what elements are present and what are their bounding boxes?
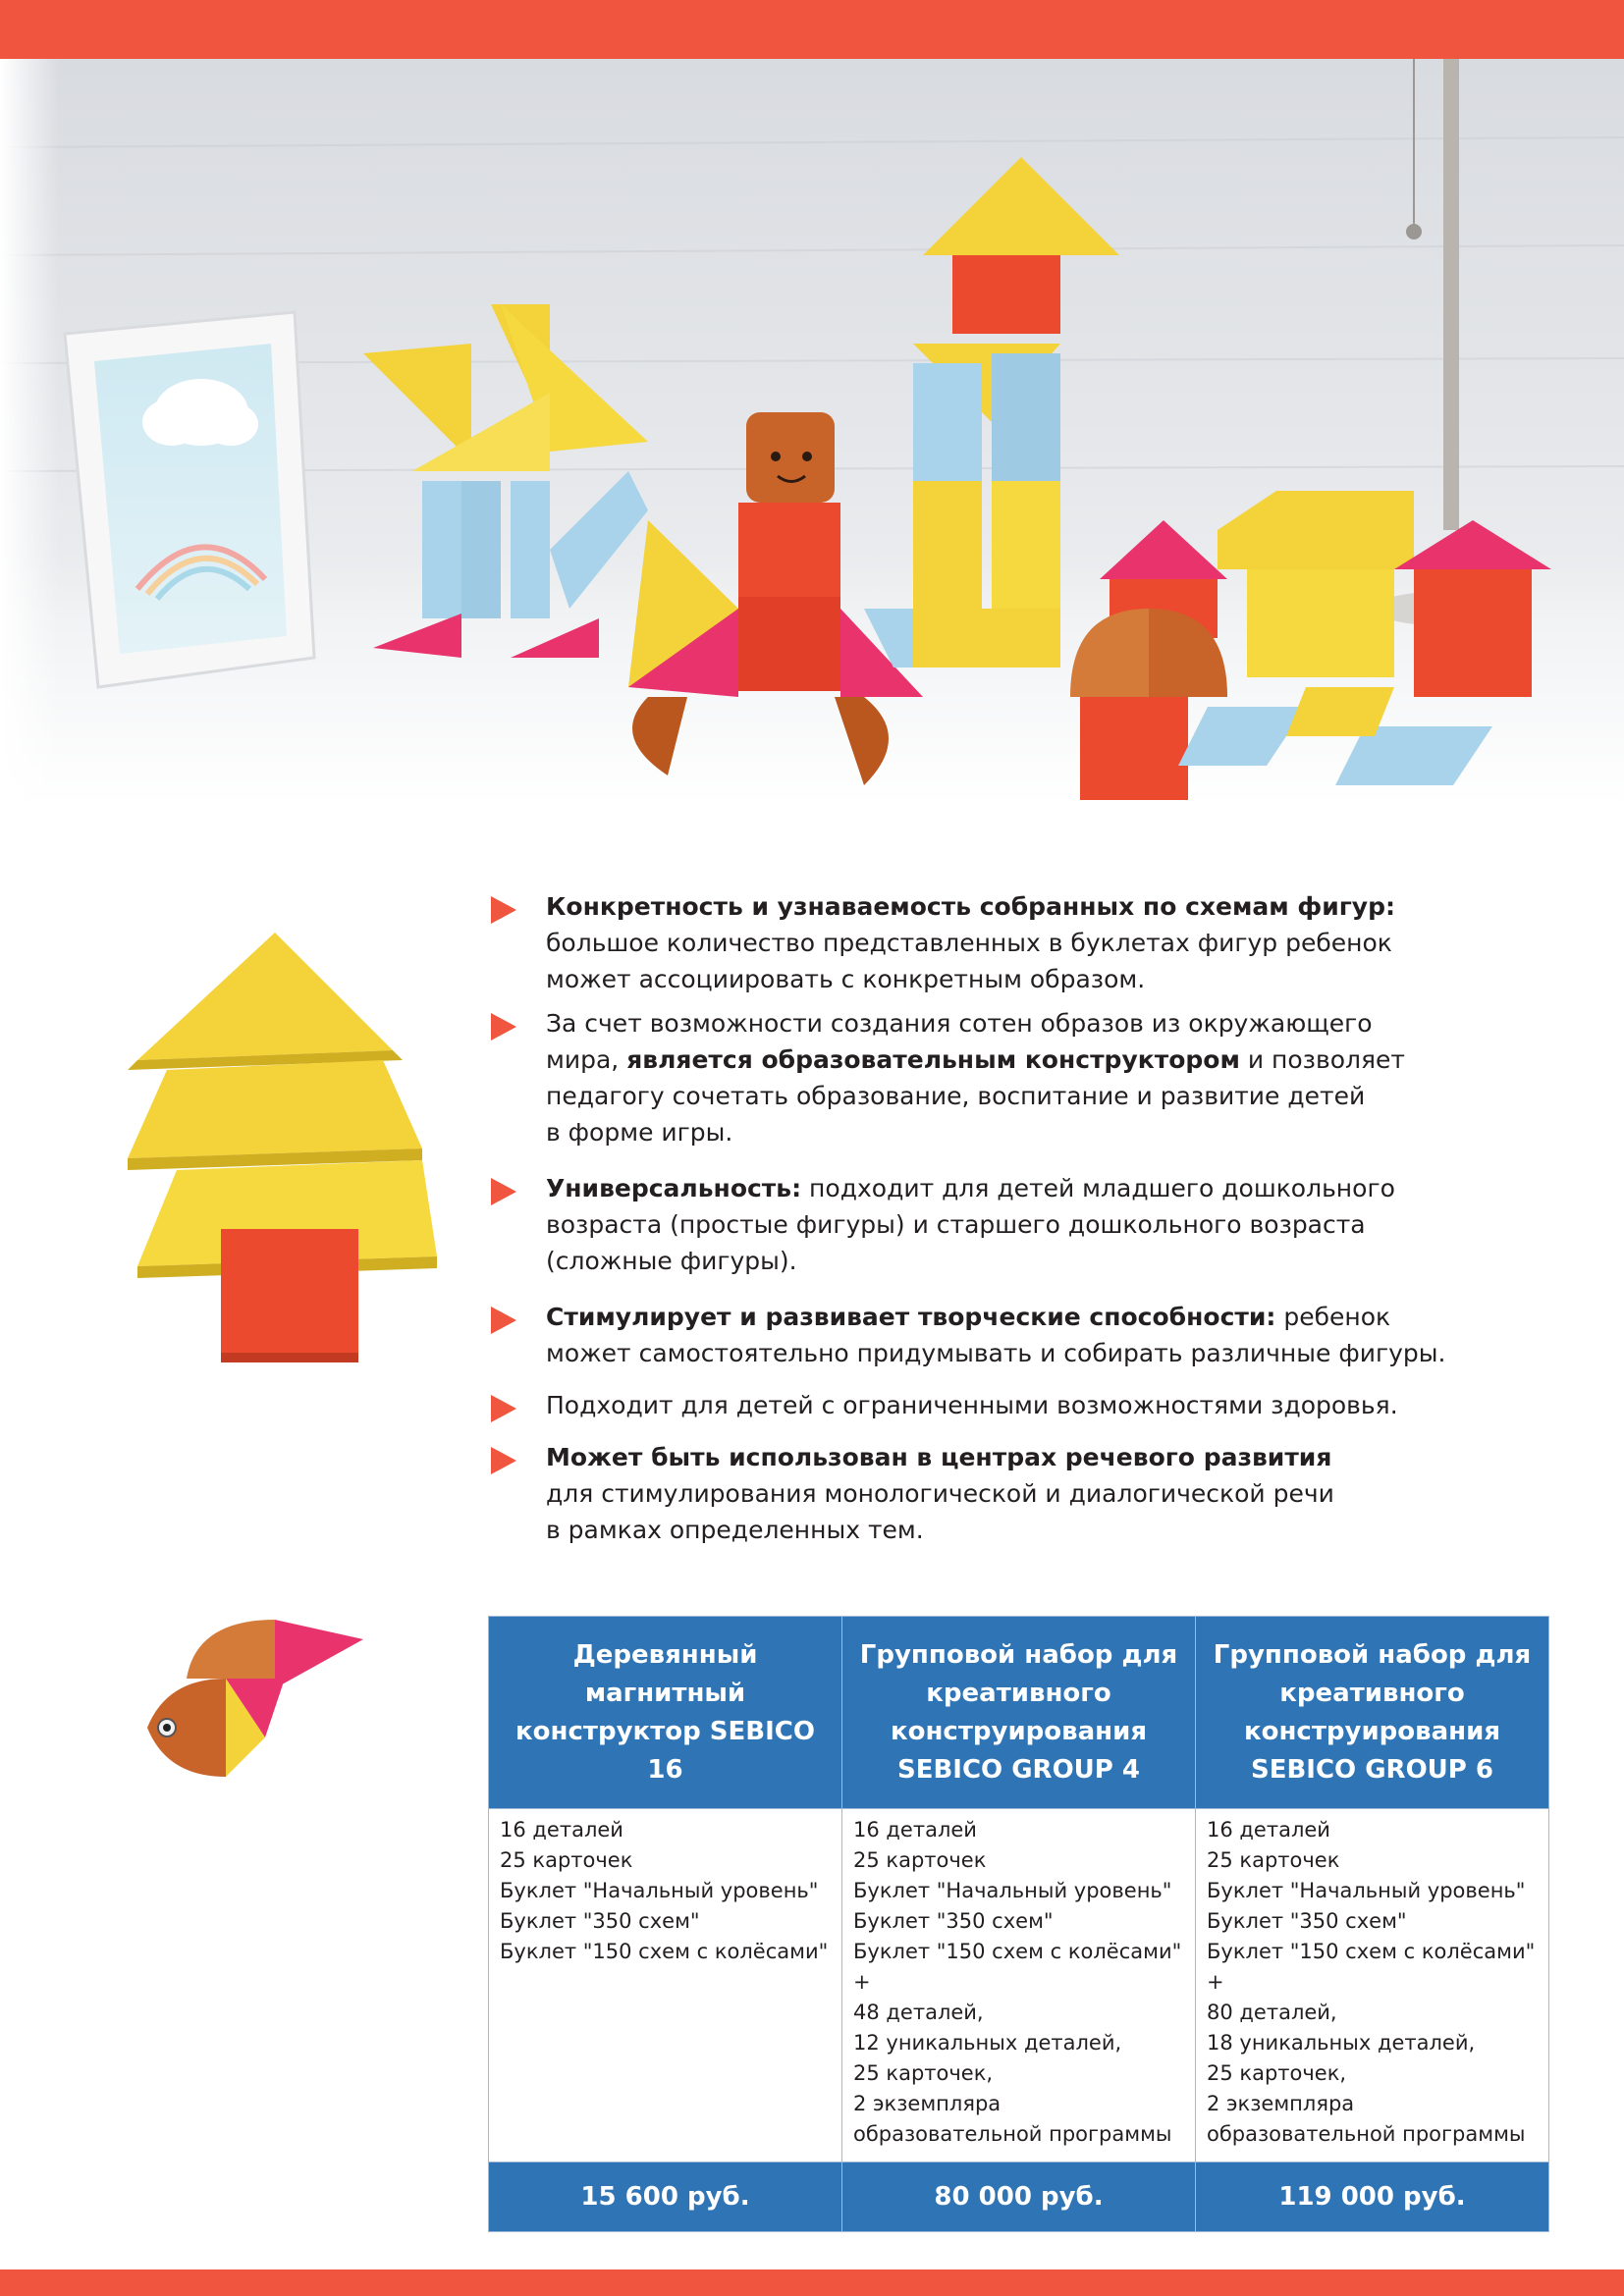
feature-text-bold: Универсальность:	[546, 1174, 802, 1202]
feature-text: мира,	[546, 1045, 627, 1074]
hero-photo	[0, 59, 1624, 805]
feature-text-bold: Конкретность и узнаваемость собранных по схемам фигур:	[546, 892, 1395, 921]
table-header-row	[489, 1617, 1549, 1809]
feature-text-bold: Стимулирует и развивает творческие способности:	[546, 1303, 1276, 1331]
product-price-1: 15 600 руб.	[489, 2163, 842, 2232]
feature-text: в форме игры.	[546, 1118, 733, 1147]
detail-line: 25 карточек	[500, 1848, 633, 1872]
feature-text: (сложные фигуры).	[546, 1247, 797, 1275]
detail-line: 16 деталей	[1207, 1818, 1330, 1842]
detail-line: 2 экземпляра	[1207, 2092, 1355, 2115]
detail-line: Буклет "150 схем с колёсами"	[1207, 1940, 1536, 1963]
top-accent-bar	[0, 0, 1624, 59]
detail-line: 25 карточек,	[853, 2061, 994, 2085]
feature-line	[546, 1114, 1551, 1150]
product-title-3: Групповой набор для креативного конструирования SEBICO GROUP 6	[1196, 1617, 1549, 1809]
feature-line	[546, 961, 1551, 997]
feature-item	[491, 1299, 1551, 1371]
feature-text: подходит для детей младшего дошкольного	[801, 1174, 1395, 1202]
detail-line: +	[1207, 1970, 1224, 1994]
feature-text: педагогу сочетать образование, воспитание и развитие детей	[546, 1082, 1366, 1110]
detail-line: Буклет "Начальный уровень"	[853, 1879, 1172, 1902]
feature-text: За счет возможности создания сотен образов из окружающего	[546, 1009, 1373, 1038]
feature-line	[546, 888, 1551, 925]
feature-text: ребенок	[1275, 1303, 1391, 1331]
detail-line: Буклет "Начальный уровень"	[1207, 1879, 1526, 1902]
detail-line: Буклет "350 схем"	[853, 1909, 1054, 1933]
feature-line	[546, 1512, 1551, 1548]
feature-item	[491, 1005, 1551, 1150]
feature-line	[546, 1335, 1551, 1371]
detail-line: 18 уникальных деталей,	[1207, 2031, 1476, 2055]
feature-line	[546, 1243, 1551, 1279]
product-details-2	[842, 1809, 1196, 2163]
feature-line	[546, 1005, 1551, 1041]
detail-line: 2 экземпляра	[853, 2092, 1001, 2115]
feature-text: возраста (простые фигуры) и старшего дошкольного возраста	[546, 1210, 1366, 1239]
triangle-right-icon	[491, 1447, 516, 1474]
feature-line	[546, 1206, 1551, 1243]
product-title-2: Групповой набор для креативного конструирования SEBICO GROUP 4	[842, 1617, 1196, 1809]
feature-line	[546, 1170, 1551, 1206]
detail-line: 25 карточек	[1207, 1848, 1340, 1872]
feature-text-bold: Может быть использован в центрах речевого развития	[546, 1443, 1332, 1471]
feature-line	[546, 1387, 1551, 1423]
feature-text: может самостоятельно придумывать и собирать различные фигуры.	[546, 1339, 1446, 1367]
tree-blocks-picture	[98, 913, 452, 1384]
feature-text: Подходит для детей с ограниченными возможностями здоровья.	[546, 1391, 1398, 1419]
table-price-row	[489, 2163, 1549, 2232]
product-details-3	[1196, 1809, 1549, 2163]
feature-line	[546, 1078, 1551, 1114]
triangle-right-icon	[491, 896, 516, 924]
feature-line	[546, 1299, 1551, 1335]
features-list	[491, 888, 1551, 1548]
detail-line: 25 карточек,	[1207, 2061, 1347, 2085]
product-price-2: 80 000 руб.	[842, 2163, 1196, 2232]
product-details-1	[489, 1809, 842, 2163]
feature-line	[546, 1041, 1551, 1078]
feature-text: может ассоциировать с конкретным образом.	[546, 965, 1146, 993]
detail-line: образовательной программы	[1207, 2122, 1526, 2146]
detail-line: Буклет "150 схем с колёсами"	[853, 1940, 1182, 1963]
feature-item	[491, 1170, 1551, 1279]
product-price-3: 119 000 руб.	[1196, 2163, 1549, 2232]
triangle-right-icon	[491, 1307, 516, 1334]
feature-item	[491, 1387, 1551, 1423]
triangle-right-icon	[491, 1178, 516, 1205]
feature-text: и позволяет	[1239, 1045, 1405, 1074]
feature-item	[491, 1439, 1551, 1548]
triangle-right-icon	[491, 1013, 516, 1041]
detail-line: 80 деталей,	[1207, 2001, 1337, 2024]
detail-line: образовательной программы	[853, 2122, 1172, 2146]
product-title-1: Деревянный магнитный конструктор SEBICO 16	[489, 1617, 842, 1809]
feature-text-bold: является образовательным конструктором	[626, 1045, 1240, 1074]
detail-line: Буклет "350 схем"	[1207, 1909, 1407, 1933]
detail-line: +	[853, 1970, 871, 1994]
detail-line: 12 уникальных деталей,	[853, 2031, 1122, 2055]
detail-line: Буклет "350 схем"	[500, 1909, 700, 1933]
detail-line: Буклет "Начальный уровень"	[500, 1879, 819, 1902]
price-table	[488, 1616, 1549, 2232]
detail-line: 16 деталей	[500, 1818, 623, 1842]
feature-line	[546, 925, 1551, 961]
table-details-row	[489, 1809, 1549, 2163]
detail-line: 48 деталей,	[853, 2001, 984, 2024]
feature-text: большое количество представленных в буклетах фигур ребенок	[546, 929, 1392, 957]
detail-line: Буклет "150 схем с колёсами"	[500, 1940, 829, 1963]
feature-text: для стимулирования монологической и диалогической речи	[546, 1479, 1334, 1508]
bottom-accent-bar	[0, 2269, 1624, 2296]
feature-item	[491, 888, 1551, 997]
detail-line: 25 карточек	[853, 1848, 987, 1872]
detail-line: 16 деталей	[853, 1818, 977, 1842]
triangle-right-icon	[491, 1395, 516, 1422]
feature-text: в рамках определенных тем.	[546, 1516, 924, 1544]
bird-blocks-picture	[128, 1600, 383, 1816]
feature-line	[546, 1475, 1551, 1512]
feature-line	[546, 1439, 1551, 1475]
